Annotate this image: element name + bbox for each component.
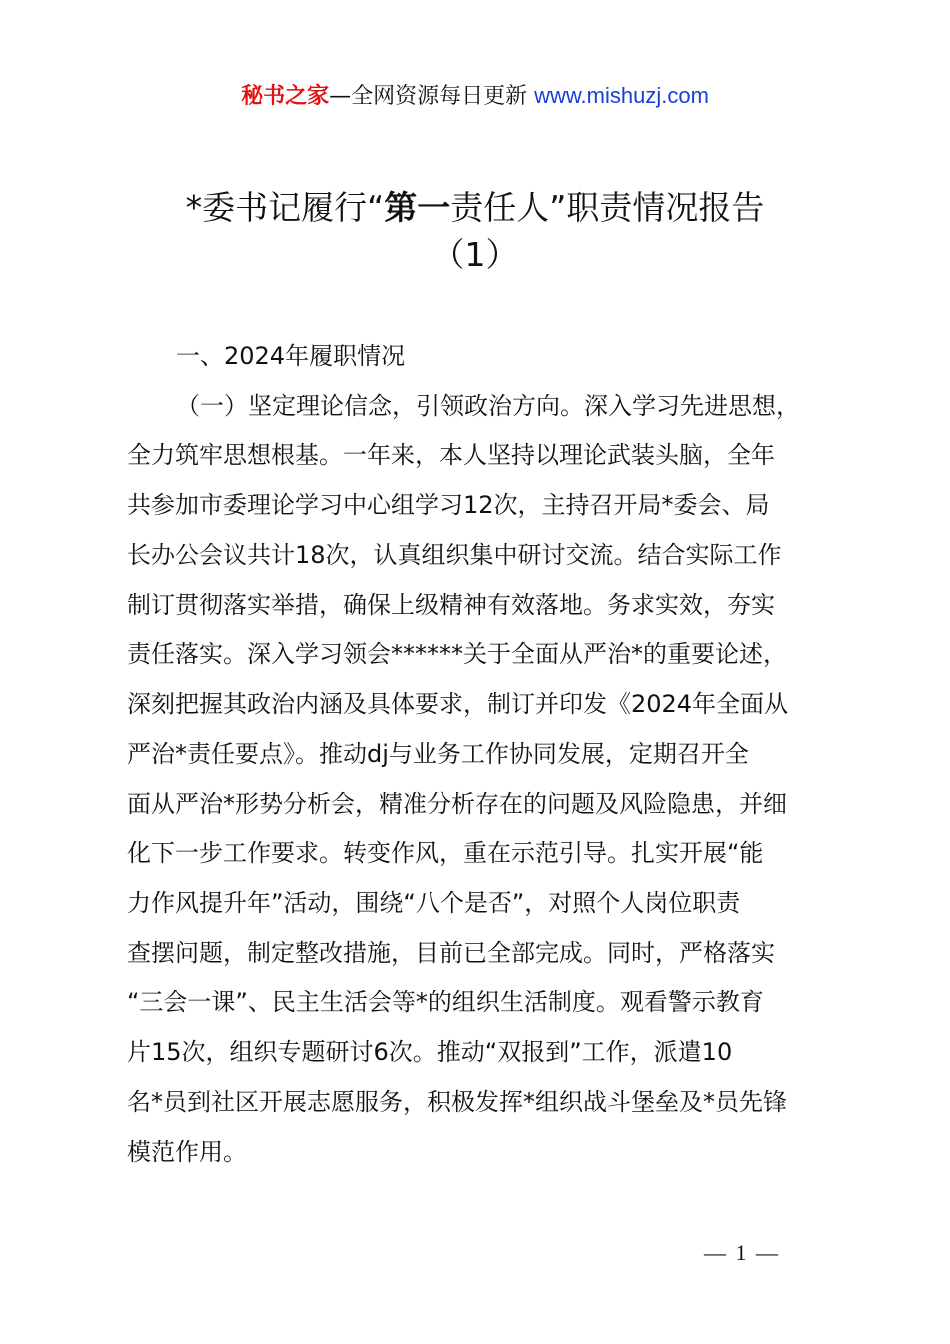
page-number: — 1 —	[704, 1240, 780, 1265]
brand-name: 秘书之家	[241, 84, 330, 109]
body-line: 面从严治*形势分析会，精准分析存在的问题及风险隐患，并细	[127, 790, 787, 818]
body-line: 模范作用。	[127, 1138, 247, 1166]
body-line: 查摆问题，制定整改措施，目前已全部完成。同时，严格落实	[127, 939, 775, 967]
site-url-link[interactable]: www.mishuzj.com	[534, 83, 709, 108]
body-line: “三会一课”、民主生活会等*的组织生活制度。观看警示教育	[127, 988, 764, 1016]
site-header	[0, 80, 950, 113]
body-line: 长办公会议共计18次，认真组织集中研讨交流。结合实际工作	[127, 541, 782, 569]
document-title-number: （1）	[431, 235, 519, 274]
body-line: （一）坚定理论信念，引领政治方向。深入学习先进思想，	[176, 392, 800, 420]
site-slogan: —全网资源每日更新	[329, 84, 535, 109]
body-line: 化下一步工作要求。转变作风，重在示范引导。扎实开展“能	[127, 839, 764, 867]
body-line: 制订贯彻落实举措，确保上级精神有效落地。务求实效，夯实	[127, 591, 775, 619]
body-line: 力作风提升年”活动，围绕“八个是否”，对照个人岗位职责	[127, 889, 741, 917]
body-line: 名*员到社区开展志愿服务，积极发挥*组织战斗堡垒及*员先锋	[127, 1088, 787, 1116]
body-line: 责任落实。深入学习领会******关于全面从严治*的重要论述，	[127, 640, 787, 668]
title-prefix: *委书记履行“	[185, 188, 385, 227]
body-line: 深刻把握其政治内涵及具体要求，制订并印发《2024年全面从	[127, 690, 789, 718]
document-title	[0, 185, 950, 231]
body-line: 片15次，组织专题研讨6次。推动“双报到”工作，派遣10	[127, 1038, 733, 1066]
body-line: 全力筑牢思想根基。一年来，本人坚持以理论武装头脑，全年	[127, 441, 775, 469]
section-heading: 一、2024年履职情况	[176, 342, 406, 370]
body-line: 严治*责任要点》。推动dj与业务工作协同发展，定期召开全	[127, 740, 749, 768]
body-line: 共参加市委理论学习中心组学习12次，主持召开局*委会、局	[127, 491, 770, 519]
title-suffix: 责任人”职责情况报告	[450, 188, 765, 227]
title-bold: 第一	[384, 188, 451, 227]
